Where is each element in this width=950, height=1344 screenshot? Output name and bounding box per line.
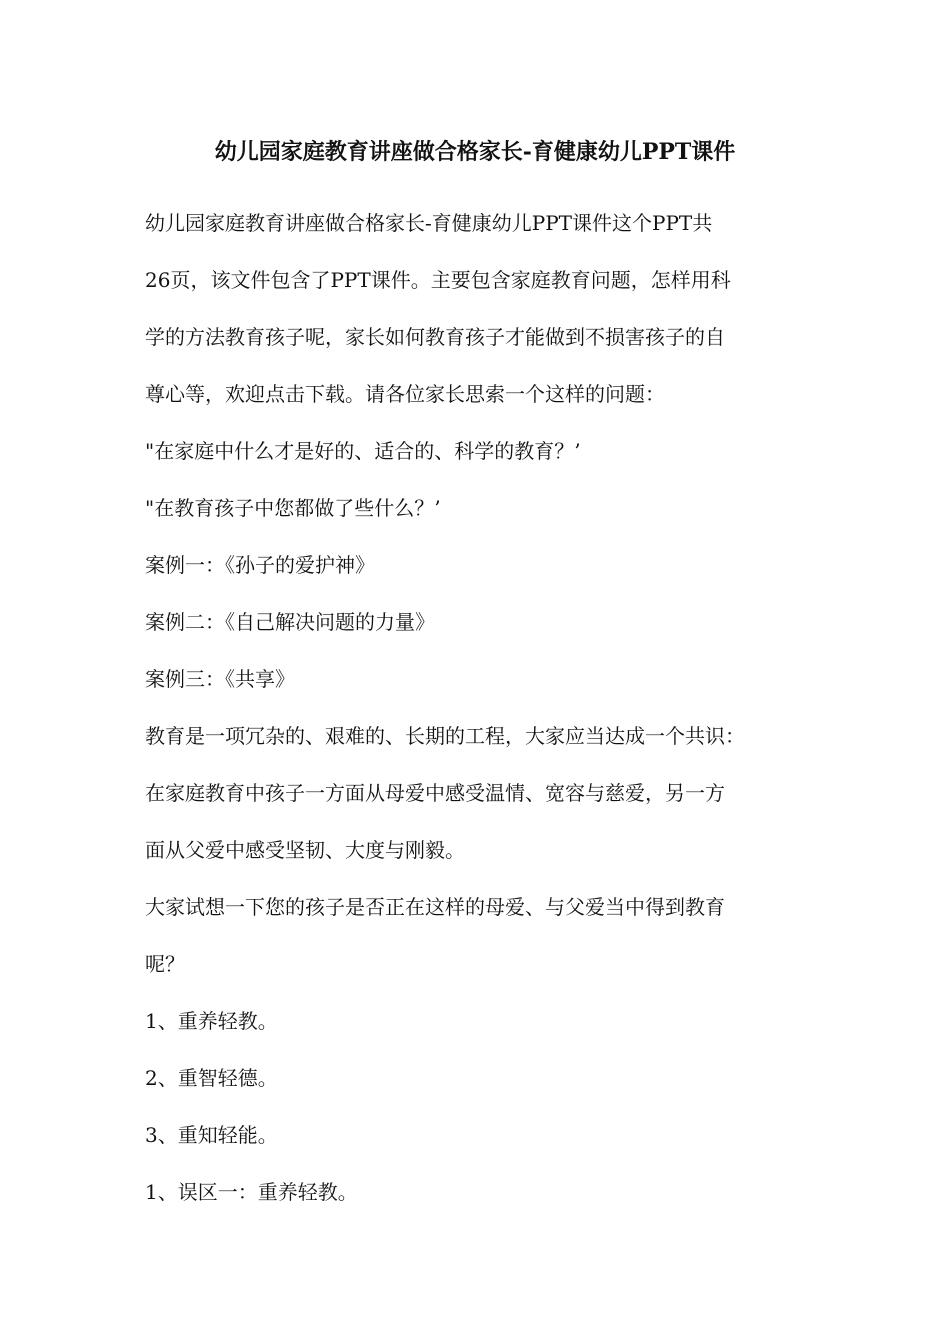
list-item: 3、重知轻能。 xyxy=(145,1123,278,1147)
list-item: 2、重智轻德。 xyxy=(145,1066,278,1090)
section-heading: 1、误区一：重养轻教。 xyxy=(145,1180,358,1204)
paragraph-line: 尊心等，欢迎点击下载。请各位家长思索一个这样的问题： xyxy=(145,382,665,406)
paragraph-line: 大家试想一下您的孩子是否正在这样的母爱、与父爱当中得到教育 xyxy=(145,895,725,919)
case-item: 案例三：《共享》 xyxy=(145,667,295,691)
case-item: 案例一：《孙子的爱护神》 xyxy=(145,553,375,577)
quote-line: "在教育孩子中您都做了些什么？’ xyxy=(145,496,441,520)
case-item: 案例二：《自己解决问题的力量》 xyxy=(145,610,435,634)
paragraph-line: 呢？ xyxy=(145,952,185,976)
paragraph-line: 在家庭教育中孩子一方面从母爱中感受温情、宽容与慈爱，另一方 xyxy=(145,781,725,805)
paragraph-line: 学的方法教育孩子呢，家长如何教育孩子才能做到不损害孩子的自 xyxy=(145,325,725,349)
quote-line: "在家庭中什么才是好的、适合的、科学的教育？’ xyxy=(145,439,581,463)
paragraph-line: 面从父爱中感受坚韧、大度与刚毅。 xyxy=(145,838,465,862)
paragraph-line: 26页，该文件包含了PPT课件。主要包含家庭教育问题，怎样用科 xyxy=(145,268,731,292)
list-item: 1、重养轻教。 xyxy=(145,1009,278,1033)
paragraph-line: 教育是一项冗杂的、艰难的、长期的工程，大家应当达成一个共识： xyxy=(145,724,745,748)
paragraph-line: 幼儿园家庭教育讲座做合格家长-育健康幼儿PPT课件这个PPT共 xyxy=(145,211,713,235)
document-title: 幼儿园家庭教育讲座做合格家长-育健康幼儿PPT课件 xyxy=(214,139,736,165)
